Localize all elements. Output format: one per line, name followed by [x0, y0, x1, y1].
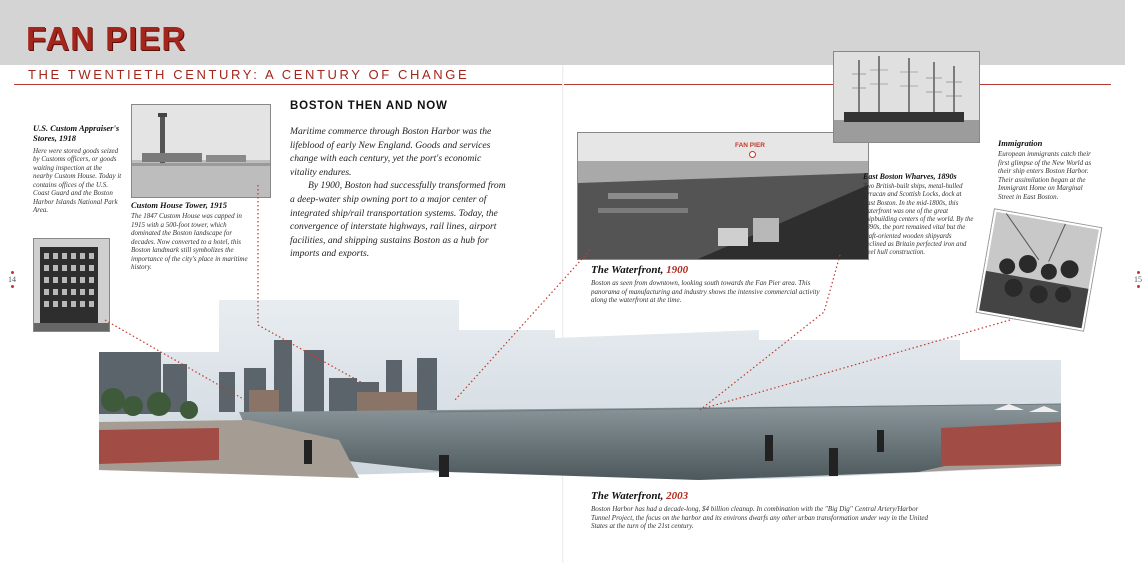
waterfront-1900-body: Boston as seen from downtown, looking south towards the Fan Pier area. This panorama of manufacturing and industry shows the intensive commercial activity along the waterfront at the time. — [591, 279, 820, 305]
waterfront-1900-title-text: The Waterfront, — [591, 264, 667, 276]
stores-caption-title: U.S. Custom Appraiser's Stores, 1918 — [33, 123, 120, 143]
article-heading: BOSTON THEN AND NOW — [290, 100, 448, 112]
waterfront-2003-title-year: 2003 — [666, 490, 689, 502]
waterfront-2003-body: Boston Harbor has had a decade-long, $4 billion cleanup. In combination with the "Big Dig" Central Artery/Harbor Tunnel Project, the focus on the harbor and its environs dwarfs any other urban transformation under way in the United States at the turn of the 21st century. — [591, 505, 929, 531]
wharves-caption-title: East Boston Wharves, 1890s — [863, 172, 957, 181]
stores-caption-body: Here were stored goods seized by Customs officers, or goods waiting inspection at the nearby Custom House. Today it contains offices of the U.S. Coast Guard and the Boston Harbor Islands National Park Area. — [33, 146, 122, 215]
tower-caption-title: Custom House Tower, 1915 — [131, 200, 228, 210]
page-number-left-text: 14 — [8, 275, 16, 284]
waterfront-2003-title — [591, 490, 936, 502]
tower-caption-body: The 1847 Custom House was capped in 1915 with a 500-foot tower, which dominated the Boston landscape for decades. Now converted to a hotel, this Boston landmark still symbolizes the importance of the city's place in maritime history. — [131, 212, 248, 272]
waterfront-2003-caption — [591, 490, 936, 531]
section-subtitle: THE TWENTIETH CENTURY: A CENTURY OF CHANGE — [28, 67, 470, 82]
page-number-right-text: 15 — [1134, 275, 1142, 284]
brand-title: FAN PIER — [26, 20, 187, 57]
article-paragraph-1: Maritime commerce through Boston Harbor was the lifeblood of early New England. Goods and services change with each century, yet the port's economic vitality endures. — [290, 126, 492, 178]
wharves-caption-body: Two British-built ships, metal-hulled Arracan and Scottish Locks, dock at East Boston. In the mid-1800s, this waterfront was one of the great shipbuilding centers of the world. By the 1890s, the port remained vital but the craft-oriented wooden shipyards declined as Britain perfected iron and steel hull construction. — [863, 183, 974, 257]
page-number-right — [1134, 270, 1142, 289]
article-paragraph-2: By 1900, Boston had successfully transformed from a deep-water ship owning port to a major center of integrated ship/rail transportation systems. Today, the convergence of interstate highways, rail lines, airport facilities, and shipping sustains Boston as a hub for imports and exports. — [290, 180, 506, 260]
immigration-caption-body: European immigrants catch their first glimpse of the New World as their ship enters Boston Harbor. Their assimilation began at the Immigrant Home on Marginal Street in East Boston. — [998, 150, 1092, 201]
immigration-caption-title: Immigration — [998, 138, 1043, 148]
waterfront-2003-title-text: The Waterfront, — [591, 490, 667, 502]
fan-pier-photo-label: FAN PIER — [735, 142, 765, 149]
waterfront-1900-title-year: 1900 — [666, 264, 689, 276]
